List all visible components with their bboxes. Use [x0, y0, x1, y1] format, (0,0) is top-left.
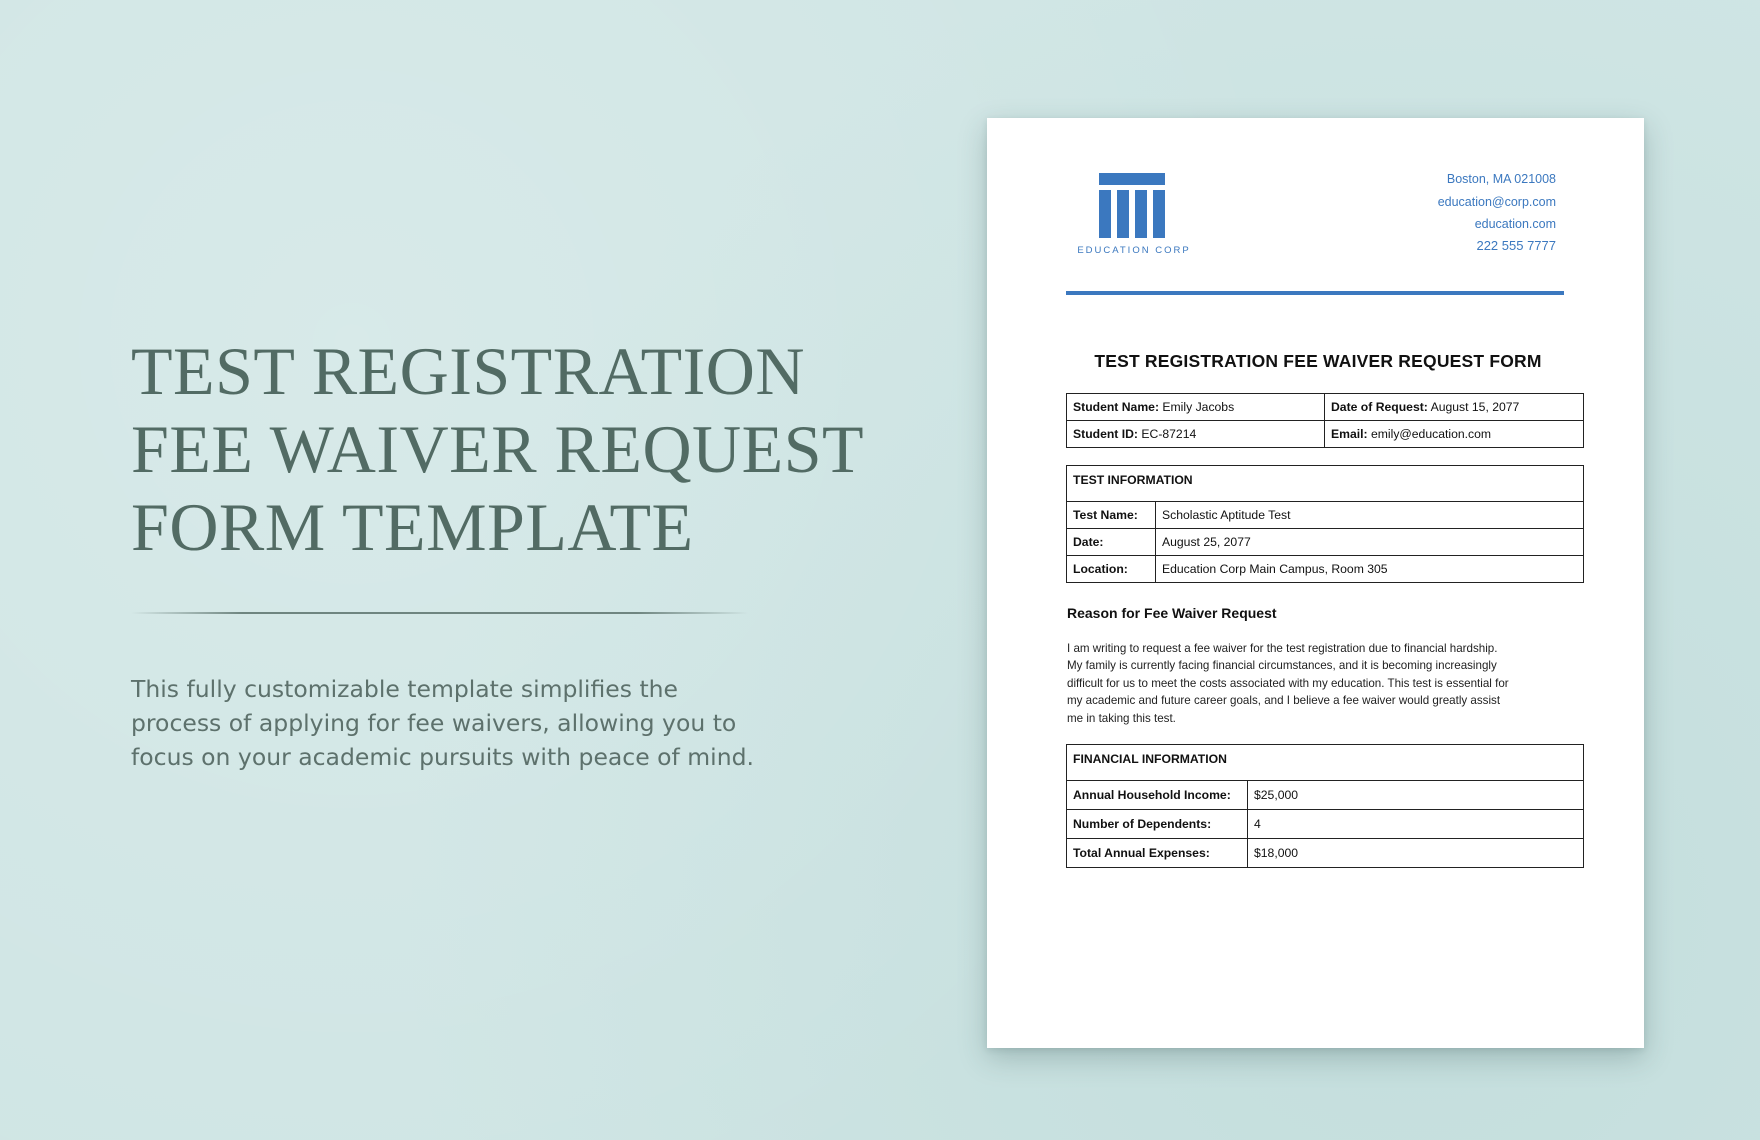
test-location-value: Education Corp Main Campus, Room 305 — [1156, 556, 1584, 583]
form-title: TEST REGISTRATION FEE WAIVER REQUEST FORM — [1094, 351, 1542, 371]
header-rule — [1066, 291, 1564, 295]
promo-title-line: FEE WAIVER REQUEST — [131, 411, 865, 487]
household-income-label: Annual Household Income: — [1067, 781, 1248, 810]
dependents-value: 4 — [1248, 810, 1584, 839]
reason-heading: Reason for Fee Waiver Request — [1067, 605, 1277, 621]
test-date-label: Date: — [1067, 529, 1156, 556]
dependents-label: Number of Dependents: — [1067, 810, 1248, 839]
date-of-request-value: August 15, 2077 — [1430, 400, 1520, 414]
test-name-label: Test Name: — [1067, 502, 1156, 529]
student-name-cell — [1067, 394, 1325, 421]
student-id-value: EC-87214 — [1141, 427, 1197, 441]
test-name-value: Scholastic Aptitude Test — [1156, 502, 1584, 529]
table-row — [1067, 394, 1584, 421]
student-info-table — [1066, 393, 1584, 448]
table-row — [1067, 839, 1584, 868]
student-id-cell — [1067, 421, 1325, 448]
student-name-label: Student Name: — [1073, 400, 1159, 414]
promo-title — [131, 332, 865, 566]
reason-line: my academic and future career goals, and I believe a fee waiver would greatly assist — [1067, 694, 1501, 708]
promo-description-line: focus on your academic pursuits with peace of mind. — [131, 743, 754, 771]
promo-title-line: TEST REGISTRATION — [131, 333, 806, 409]
financial-information-heading: FINANCIAL INFORMATION — [1067, 745, 1584, 781]
test-location-label: Location: — [1067, 556, 1156, 583]
promo-title-line: FORM TEMPLATE — [131, 489, 694, 565]
student-name-value: Emily Jacobs — [1162, 400, 1235, 414]
reason-line: I am writing to request a fee waiver for the test registration due to financial hardship. — [1067, 642, 1498, 655]
promo-description — [131, 672, 811, 774]
promo-divider — [131, 612, 748, 614]
pillar-logo-icon — [1099, 173, 1167, 239]
reason-paragraph — [1067, 640, 1576, 727]
student-id-label: Student ID: — [1073, 427, 1138, 441]
table-row — [1067, 781, 1584, 810]
table-row — [1067, 466, 1584, 502]
annual-expenses-label: Total Annual Expenses: — [1067, 839, 1248, 868]
test-date-value: August 25, 2077 — [1156, 529, 1584, 556]
email-value: emily@education.com — [1370, 427, 1492, 441]
promo-description-line: This fully customizable template simplifies the — [131, 675, 679, 703]
table-row — [1067, 556, 1584, 583]
promo-description-line: process of applying for fee waivers, allowing you to — [131, 709, 737, 737]
financial-information-table — [1066, 744, 1584, 868]
contact-address: Boston, MA 021008 — [1446, 172, 1556, 186]
email-label: Email: — [1331, 427, 1368, 441]
date-of-request-label: Date of Request: — [1331, 400, 1428, 414]
annual-expenses-value: $18,000 — [1248, 839, 1584, 868]
email-cell — [1325, 421, 1584, 448]
contact-website[interactable]: education.com — [1474, 217, 1556, 231]
document-sheet — [987, 118, 1644, 1048]
reason-line: My family is currently facing financial circumstances, and it is becoming increasingly — [1067, 659, 1497, 673]
date-of-request-cell — [1325, 394, 1584, 421]
table-row — [1067, 502, 1584, 529]
test-information-heading: TEST INFORMATION — [1067, 466, 1584, 502]
contact-email[interactable]: education@corp.com — [1437, 195, 1556, 209]
reason-line: difficult for us to meet the costs associated with my education. This test is essential for — [1067, 676, 1509, 690]
household-income-value: $25,000 — [1248, 781, 1584, 810]
table-row — [1067, 529, 1584, 556]
logo-name: EDUCATION CORP — [1077, 245, 1191, 256]
reason-line: me in taking this test. — [1067, 711, 1176, 725]
table-row — [1067, 745, 1584, 781]
contact-phone: 222 555 7777 — [1476, 238, 1556, 253]
table-row — [1067, 810, 1584, 839]
test-information-table — [1066, 465, 1584, 583]
table-row — [1067, 421, 1584, 448]
